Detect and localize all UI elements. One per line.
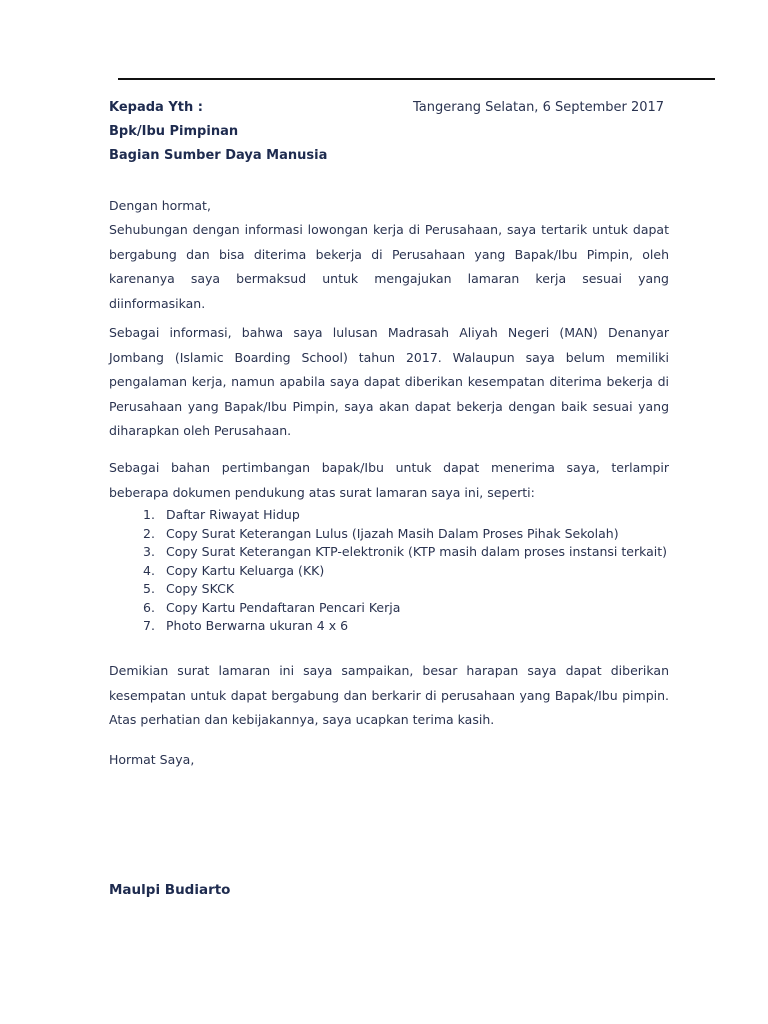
recipient-department: Bagian Sumber Daya Manusia [109, 148, 328, 163]
attachment-number: 1. [143, 507, 155, 522]
attachment-list-item [132, 525, 669, 544]
signature-name: Maulpi Budiarto [109, 882, 231, 898]
attachment-list-item [132, 599, 669, 618]
paragraph-closing: Demikian surat lamaran ini saya sampaikan, besar harapan saya dapat diberikan kesempatan untuk dapat bergabung dan berkarir di perusahaan yang Bapak/Ibu pimpin. Atas perhatian dan kebijakannya, saya ucapkan terima kasih. [109, 663, 669, 727]
recipient-label: Kepada Yth : [109, 100, 203, 115]
place-date: Tangerang Selatan, 6 September 2017 [413, 100, 665, 115]
paragraph-education: Sebagai informasi, bahwa saya lulusan Madrasah Aliyah Negeri (MAN) Denanyar Jombang (Islamic Boarding School) tahun 2017. Walaupun saya belum memiliki pengalaman kerja, namun apabila saya dapat diberikan kesempatan diterima bekerja di Perusahaan yang Bapak/Ibu Pimpin, saya akan dapat bekerja dengan baik sesuai yang diharapkan oleh Perusahaan. [109, 325, 669, 438]
sign-off: Hormat Saya, [109, 752, 195, 767]
attachment-text: Copy Kartu Pendaftaran Pencari Kerja [166, 599, 401, 615]
attachment-list-item [132, 580, 669, 599]
attachment-text: Copy SKCK [166, 581, 235, 596]
attachment-number: 4. [143, 562, 155, 578]
attachment-text: Daftar Riwayat Hidup [166, 507, 300, 522]
attachment-list-item [132, 506, 669, 525]
attachment-number: 6. [143, 599, 155, 615]
attachment-list [132, 506, 669, 636]
recipient-name: Bpk/Ibu Pimpinan [109, 124, 239, 139]
attachment-text: Copy Surat Keterangan Lulus (Ijazah Masih Dalam Proses Pihak Sekolah) [166, 525, 619, 541]
attachment-number: 3. [143, 544, 155, 559]
attachment-text: Photo Berwarna ukuran 4 x 6 [166, 618, 349, 633]
attachment-text: Copy Kartu Keluarga (KK) [166, 562, 325, 578]
attachment-number: 2. [143, 525, 155, 541]
attachment-text: Copy Surat Keterangan KTP-elektronik (KTP masih dalam proses instansi terkait) [166, 544, 668, 559]
top-horizontal-rule [118, 78, 715, 80]
attachment-number: 7. [143, 618, 155, 633]
greeting: Dengan hormat, [109, 198, 211, 213]
attachment-number: 5. [143, 581, 155, 596]
paragraph-intro: Sehubungan dengan informasi lowongan kerja di Perusahaan, saya tertarik untuk dapat bergabung dan bisa diterima bekerja di Perusahaan yang Bapak/Ibu Pimpin, oleh karenanya saya bermaksud untuk mengajukan lamaran kerja sesuai yang diinformasikan. [109, 222, 669, 311]
paragraph-attachments: Sebagai bahan pertimbangan bapak/Ibu untuk dapat menerima saya, terlampir beberapa dokumen pendukung atas surat lamaran saya ini, seperti: [109, 460, 669, 500]
attachment-list-item [132, 562, 669, 581]
attachment-list-item [132, 617, 669, 636]
attachment-list-item [132, 543, 669, 562]
